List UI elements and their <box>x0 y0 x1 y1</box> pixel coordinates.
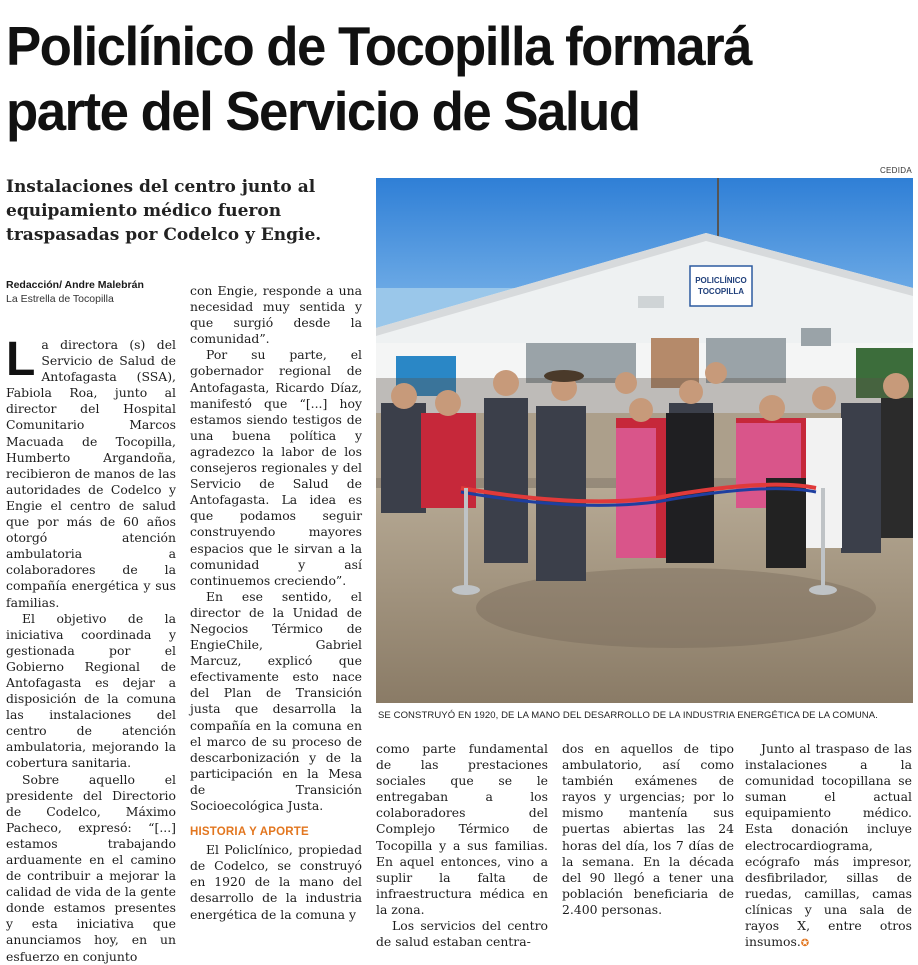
text-column-5 <box>745 741 912 950</box>
paragraph-3: Sobre aquello el presidente del Directorio de Codelco, Máximo Pacheco, expresó: “[...] estamos trabajando arduamente en el camino de contribuir a mejorar la calidad de vida de la gente donde estamos presentes y esta iniciativa que anunciamos hoy, en un esfuerzo en conjunto <box>6 771 176 964</box>
article-photo <box>376 178 913 703</box>
headline-line-2: parte del Servicio de Salud <box>6 80 640 142</box>
paragraph-7: El Policlínico, propiedad de Codelco, se construyó en 1920 de la mano del desarrollo de la industria energética de la comuna y <box>190 842 362 922</box>
text-column-4 <box>562 741 734 935</box>
paragraph-4: con Engie, responde a una necesidad muy sentida y que surgió desde la comunidad”. <box>190 283 362 347</box>
drop-cap: L <box>6 333 36 386</box>
paragraph-9: Los servicios del centro de salud estaban centra- <box>376 918 548 950</box>
paragraph-1: La directora (s) del Servicio de Salud de Antofagasta (SSA), Fabiola Roa, junto al director del Hospital Comunitario Marcos Macuada de Tocopilla, Humberto Argandoña, recibieron de manos de las autoridades de Codelco y Engie el centro de salud que por más de 60 años otorgó atención ambulatoria a colaboradores de la compañía energética y sus familias. <box>6 333 176 610</box>
building-sign-line-1: POLICLÍNICO <box>695 276 747 285</box>
paragraph-11: Junto al traspaso de las instalaciones a la comunidad tocopillana se suman el actual equipamiento médico. Esta donación incluye electrocardiograma, ecógrafo más impresor, desfibrilador, sillas de ruedas, camillas, camas clínicas y una sala de rayos X, entre otros insumos.✪ <box>745 741 912 950</box>
photo-caption: SE CONSTRUYÓ EN 1920, DE LA MANO DEL DESARROLLO DE LA INDUSTRIA ENERGÉTICA DE LA COMUNA. <box>378 710 878 721</box>
paragraph-2: El objetivo de la iniciativa coordinada y gestionada por el Gobierno Regional de Antofagasta es dejar a disposición de la comuna las instalaciones del centro de atención ambulatoria, mejorando la cobertura sanitaria. <box>6 610 176 771</box>
byline-outlet: La Estrella de Tocopilla <box>6 293 114 305</box>
photo-credit: CEDIDA <box>879 166 912 175</box>
text-column-1 <box>6 333 176 964</box>
headline-line-1: Policlínico de Tocopilla formará <box>6 15 751 77</box>
paragraph-8: como parte fundamental de las prestaciones sociales que se le entregaban a los colaboradores del Complejo Térmico de Tocopilla y a sus familias. En aquel entonces, vino a suplir la falta de infraestructura médica en la zona. <box>376 741 548 917</box>
paragraph-10: dos en aquellos de tipo ambulatorio, así como también exámenes de rayos y urgencias; por lo mismo mantenía sus puertas abiertas las 24 horas del día, los 7 días de la semana. En la década del 90 llegó a tener una población beneficiaria de 2.400 personas. <box>562 741 734 917</box>
paragraph-5: Por su parte, el gobernador regional de Antofagasta, Ricardo Díaz, manifestó que “[...] hoy estamos siendo testigos de una buena política y agradezco la labor de los consejeros regionales y del Servicio de Salud de Antofagasta. La idea es que podamos seguir construyendo mayores espacios que le sirvan a la comunidad y así continuemos creciendo”. <box>190 347 362 588</box>
text-column-2 <box>190 283 362 935</box>
byline <box>6 278 176 306</box>
paragraph-6: En ese sentido, el director de la Unidad de Negocios Térmico de EngieChile, Gabriel Marcuz, explicó que efectivamente esto nace del Plan de Transición justa que desarrolla la compañía en la comuna en el marco de su proceso de descarbonización y de la participación en la Mesa de Transición Socioecológica Justa. <box>190 588 362 813</box>
article-subhead: Instalaciones del centro junto al equipamiento médico fueron traspasadas por Codelco y Engie. <box>6 177 322 245</box>
end-of-article-icon: ✪ <box>800 938 810 950</box>
building-sign-line-2: TOCOPILLA <box>697 287 745 296</box>
ribbon-cutting-photo <box>376 178 913 703</box>
byline-author: Redacción/ Andre Malebrán <box>6 279 144 291</box>
text-column-3 <box>376 741 548 950</box>
section-heading: HISTORIA Y APORTE <box>190 826 309 839</box>
article-headline <box>6 14 876 144</box>
